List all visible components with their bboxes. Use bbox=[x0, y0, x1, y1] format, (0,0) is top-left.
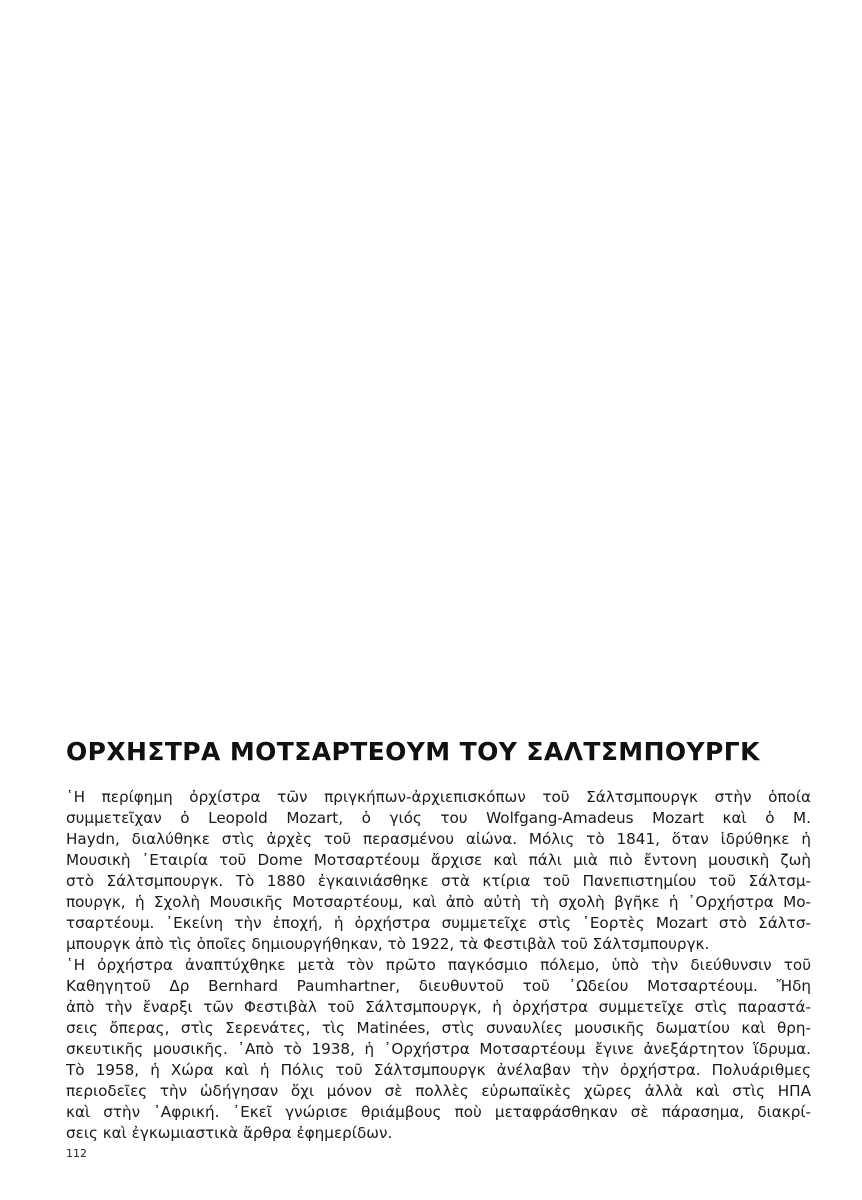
article-title: ΟΡΧΗΣΤΡΑ ΜΟΤΣΑΡΤΕΟΥΜ ΤΟΥ ΣΑΛΤΣΜΠΟΥΡΓΚ bbox=[66, 737, 760, 766]
body-line: ῾Η ὀρχήστρα ἀναπτύχθηκε μετὰ τὸν πρῶτο παγκόσμιο πόλεμο, ὑπὸ τὴν διεύθυνσιν τοῦ bbox=[66, 956, 811, 974]
body-line: Μουσικὴ ᾿Εταιρία τοῦ Dome Μοτσαρτέουμ ἄρχισε καὶ πάλι μιὰ πιὸ ἔντονη μουσικὴ ζωὴ bbox=[66, 851, 811, 869]
body-line: μπουργκ ἀπὸ τὶς ὁποῖες δημιουργήθηκαν, τὸ 1922, τὰ Φεστιβὰλ τοῦ Σάλτσμπουργκ. bbox=[66, 935, 710, 953]
body-line: σεις καὶ ἐγκωμιαστικὰ ἄρθρα ἐφημερίδων. bbox=[66, 1124, 393, 1142]
body-line: καὶ στὴν ᾿Αφρική. ᾿Εκεῖ γνώρισε θριάμβους ποὺ μεταφράσθηκαν σὲ πάρασημα, διακρί- bbox=[66, 1103, 811, 1121]
body-line: ἀπὸ τὴν ἔναρξι τῶν Φεστιβὰλ τοῦ Σάλτσμπουργκ, ἡ ὀρχήστρα συμμετεῖχε στὶς παραστά- bbox=[66, 998, 811, 1016]
body-line: Haydn, διαλύθηκε στὶς ἀρχὲς τοῦ περασμένου αἰώνα. Μόλις τὸ 1841, ὅταν ἱδρύθηκε ἡ bbox=[66, 830, 811, 848]
body-line: τσαρτέουμ. ᾿Εκείνη τὴν ἐποχή, ἡ ὀρχήστρα συμμετεῖχε στὶς ῾Εορτὲς Mozart στὸ Σάλτσ- bbox=[66, 914, 811, 932]
body-line: συμμετεῖχαν ὁ Leopold Mozart, ὁ γιός του Wolfgang-Amadeus Mozart καὶ ὁ Μ. bbox=[66, 809, 811, 827]
body-line: ῾Η περίφημη ὀρχίστρα τῶν πριγκήπων-ἀρχιεπισκόπων τοῦ Σάλτσμπουργκ στὴν ὁποία bbox=[66, 788, 811, 806]
body-line: περιοδεῖες τὴν ὡδήγησαν ὄχι μόνον σὲ πολλὲς εὐρωπαϊκὲς χῶρες ἀλλὰ καὶ στὶς ΗΠΑ bbox=[66, 1082, 811, 1100]
article-body bbox=[66, 787, 811, 1144]
body-line: σκευτικῆς μουσικῆς. ᾿Απὸ τὸ 1938, ἡ ᾿Ορχήστρα Μοτσαρτέουμ ἔγινε ἀνεξάρτητον ἵδρυμα. bbox=[66, 1040, 811, 1058]
body-line: Τὸ 1958, ἡ Χώρα καὶ ἡ Πόλις τοῦ Σάλτσμπουργκ ἀνέλαβαν τὴν ὀρχήστρα. Πολυάριθμες bbox=[66, 1061, 811, 1079]
page-number: 112 bbox=[66, 1147, 87, 1160]
body-line: πουργκ, ἡ Σχολὴ Μουσικῆς Μοτσαρτέουμ, καὶ ἀπὸ αὐτὴ τὴ σχολὴ βγῆκε ἡ ᾿Ορχήστρα Μο- bbox=[66, 893, 811, 911]
body-line: σεις ὄπερας, στὶς Σερενάτες, τὶς Matinées, στὶς συναυλίες μουσικῆς δωματίου καὶ θρη- bbox=[66, 1019, 811, 1037]
body-line: Καθηγητοῦ Δρ Bernhard Paumhartner, διευθυντοῦ τοῦ ᾿Ωδείου Μοτσαρτέουμ. Ἤδη bbox=[66, 977, 811, 995]
body-line: στὸ Σάλτσμπουργκ. Τὸ 1880 ἐγκαινιάσθηκε στὰ κτίρια τοῦ Πανεπιστημίου τοῦ Σάλτσμ- bbox=[66, 872, 811, 890]
